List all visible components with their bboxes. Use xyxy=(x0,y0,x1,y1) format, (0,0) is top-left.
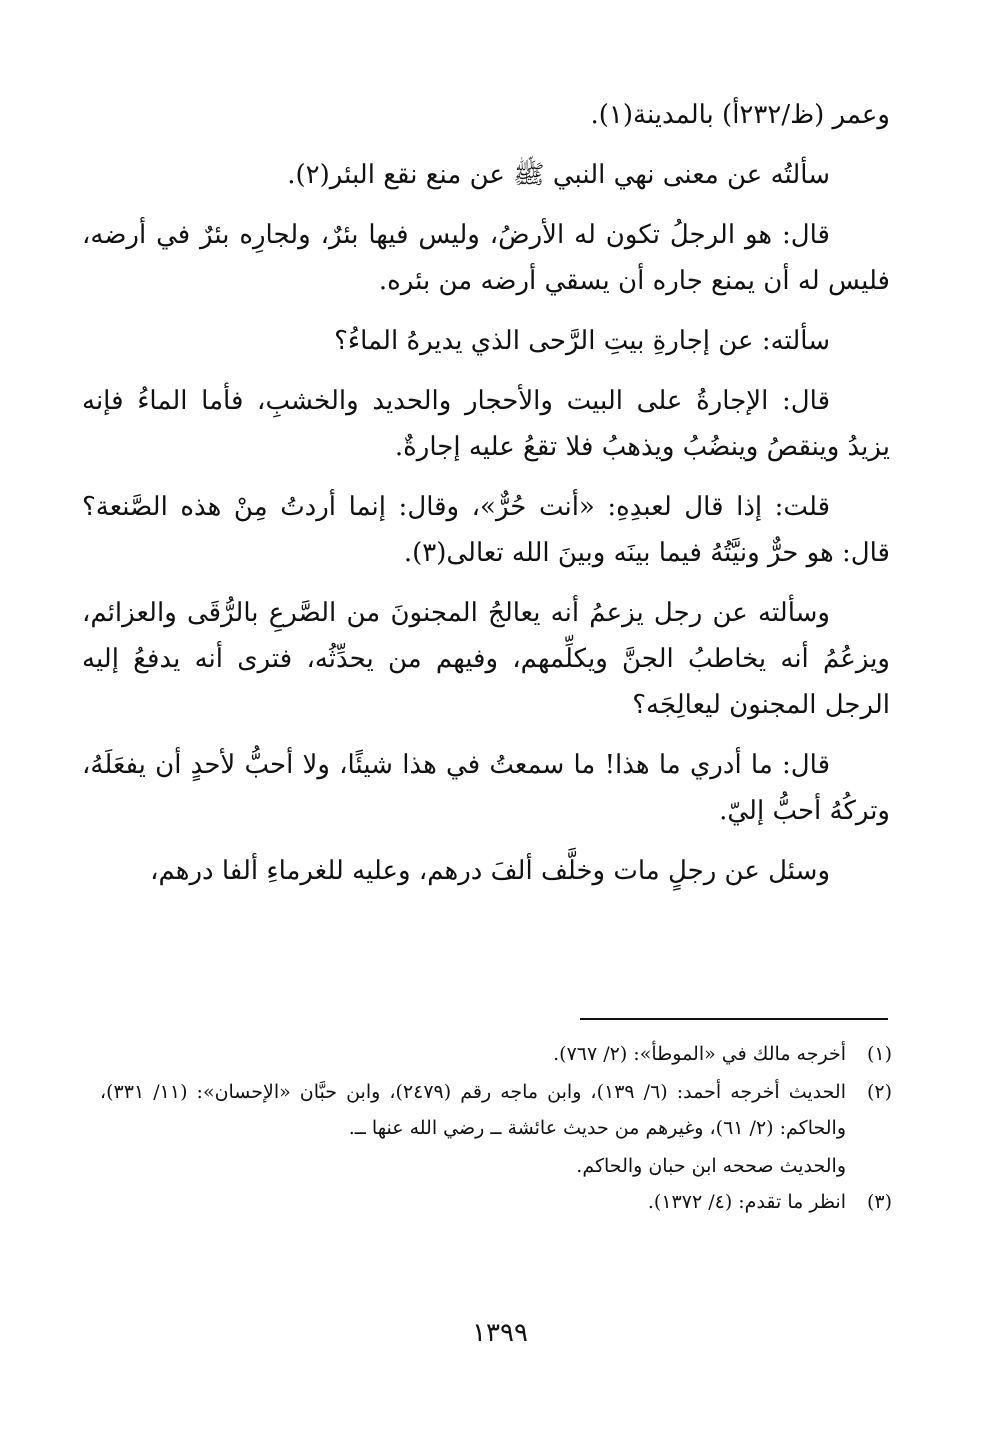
footnote-number: (٢) xyxy=(866,1081,892,1103)
paragraph-5: قال: الإجارةُ على البيت والأحجار والحديد والخشبِ، فأما الماءُ فإنه يزيدُ وينقصُ وينضُبُ ويذهبُ فلا تقعُ عليه إجارةٌ. xyxy=(82,386,890,462)
footnote-text xyxy=(100,1036,846,1072)
paragraph-7: وسألته عن رجل يزعمُ أنه يعالجُ المجنونَ من الصَّرعِ بالرُّقَى والعزائم، ويزعُمُ أنه يخاطبُ الجنَّ ويكلِّمهم، وفيهم من يحدِّثُه، فترى أنه يدفعُ إليه الرجل المجنون ليعالِجَه؟ xyxy=(82,598,890,720)
footnote-number: (٣) xyxy=(866,1191,892,1213)
footnote-separator xyxy=(580,1018,888,1020)
footnote-text xyxy=(100,1184,846,1220)
footnote-number: (١) xyxy=(866,1043,892,1065)
paragraph-2: سألتُه عن معنى نهي النبي ﷺ عن منع نقع البئر(٢). xyxy=(287,160,830,190)
paragraph-8: قال: ما أدري ما هذا! ما سمعتُ في هذا شيئًا، ولا أحبُّ لأحدٍ أن يفعَلَهُ، وتركُهُ أحبُّ إليّ. xyxy=(82,750,890,826)
footnote-line: الحديث أخرجه أحمد: (٦/ ١٣٩)، وابن ماجه رقم (٢٤٧٩)، وابن حبَّان «الإحسان»: (١١/ ٣٣١)، والحاكم: (٢/ ٦١)، وغيرهم من حديث عائشة ــ رضي الله عنها ــ. xyxy=(100,1081,846,1139)
footnote-line: انظر ما تقدم: (٤/ ١٣٧٢). xyxy=(647,1191,846,1213)
paragraph-4: سألته: عن إجارةِ بيتِ الرَّحى الذي يديرهُ الماءُ؟ xyxy=(334,326,830,356)
main-text xyxy=(82,92,890,908)
paragraph-9: وسئل عن رجلٍ مات وخلَّف ألفَ درهم، وعليه للغرماءِ ألفا درهم، xyxy=(150,856,830,886)
footnote-text xyxy=(100,1074,846,1146)
footnote-3 xyxy=(100,1184,892,1220)
footnotes xyxy=(100,1036,892,1222)
footnote-2-note: والحديث صححه ابن حبان والحاكم. xyxy=(576,1155,846,1177)
paragraph-3: قال: هو الرجلُ تكون له الأرضُ، وليس فيها بئرٌ، ولجارِه بئرٌ في أرضه، فليس له أن يمنع جاره أن يسقي أرضه من بئره. xyxy=(82,220,890,296)
footnote-1 xyxy=(100,1036,892,1072)
footnote-line: أخرجه مالك في «الموطأ»: (٢/ ٧٦٧). xyxy=(553,1043,846,1065)
paragraph-1: وعمر (ظ/٢٣٢أ) بالمدينة(١). xyxy=(590,100,890,130)
paragraph-6: قلت: إذا قال لعبدِهِ: «أنت حُرٌّ»، وقال: إنما أردتُ مِنْ هذه الصَّنعة؟ قال: هو حرٌّ ونيَّتُهُ فيما بينَه وبينَ الله تعالى(٣). xyxy=(82,492,890,568)
page-number: ١٣٩٩ xyxy=(472,1318,528,1348)
footnote-2 xyxy=(100,1074,892,1146)
